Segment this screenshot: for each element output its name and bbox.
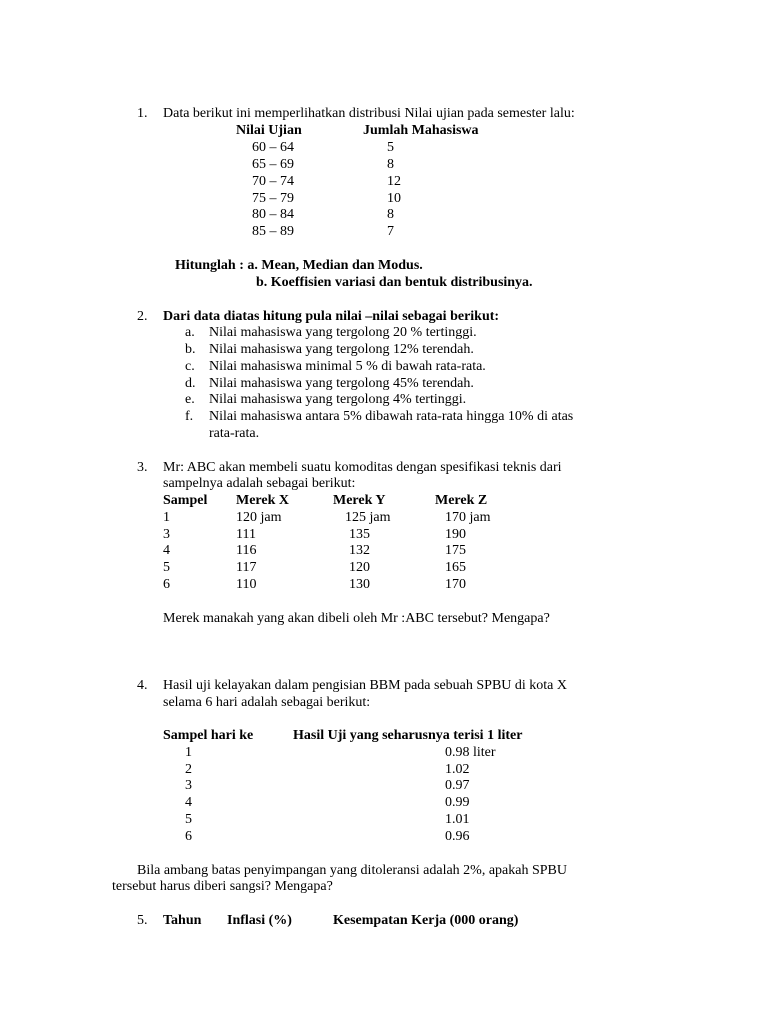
q3-cell-sampel: 3 [163,527,170,542]
q1-row-count: 10 [387,191,401,206]
q3-text-line1: Mr: ABC akan membeli suatu komoditas dengan spesifikasi teknis dari [163,460,562,475]
q4-text-line2: selama 6 hari adalah sebagai berikut: [163,695,371,710]
q1-row-range: 60 – 64 [252,140,294,155]
q1-row-count: 8 [387,157,394,172]
q4-number: 4. [137,678,148,693]
q4-cell-result: 0.99 [445,795,470,810]
q3-cell-sampel: 4 [163,543,170,558]
q1-row-range: 65 – 69 [252,157,294,172]
q4-cell-result: 0.96 [445,829,470,844]
q1-task-line2: b. Koeffisien variasi dan bentuk distribusinya. [256,275,533,290]
q2-item-letter: e. [185,392,195,407]
q2-item-letter: c. [185,359,195,374]
q2-number: 2. [137,309,148,324]
q2-item-letter: f. [185,409,194,424]
q4-cell-day: 6 [185,829,192,844]
q2-item-text: Nilai mahasiswa yang tergolong 45% terendah. [209,376,474,391]
q1-row-range: 85 – 89 [252,224,294,239]
q4-cell-day: 4 [185,795,192,810]
q1-row-range: 80 – 84 [252,207,294,222]
q3-cell-merek-z: 170 jam [445,510,491,525]
q4-cell-day: 2 [185,762,192,777]
q3-cell-merek-x: 111 [236,527,256,542]
q2-item-text: Nilai mahasiswa yang tergolong 4% tertinggi. [209,392,467,407]
q2-item-f-continuation: rata-rata. [209,426,260,441]
q1-header-jumlah: Jumlah Mahasiswa [363,123,479,138]
q4-cell-result: 0.97 [445,778,470,793]
q5-header-inflasi: Inflasi (%) [227,913,292,928]
q4-question-line2: tersebut harus diberi sangsi? Mengapa? [112,879,333,894]
q1-row-count: 5 [387,140,394,155]
q3-cell-sampel: 1 [163,510,170,525]
q2-item-letter: d. [185,376,196,391]
q1-row-count: 8 [387,207,394,222]
q3-cell-merek-x: 117 [236,560,257,575]
q1-task-line1: Hitunglah : a. Mean, Median dan Modus. [175,258,423,273]
q2-item-text: Nilai mahasiswa antara 5% dibawah rata-rata hingga 10% di atas [209,409,574,424]
q4-cell-day: 1 [185,745,192,760]
q3-cell-merek-y: 135 [349,527,370,542]
q3-cell-merek-y: 132 [349,543,370,558]
q3-cell-merek-y: 125 jam [345,510,391,525]
q1-row-range: 75 – 79 [252,191,294,206]
q4-cell-result: 1.02 [445,762,470,777]
q2-item-text: Nilai mahasiswa yang tergolong 12% terendah. [209,342,474,357]
q1-row-count: 12 [387,174,401,189]
q2-text: Dari data diatas hitung pula nilai –nilai sebagai berikut: [163,309,500,324]
q3-cell-merek-z: 165 [445,560,466,575]
q4-question-line1: Bila ambang batas penyimpangan yang ditoleransi adalah 2%, apakah SPBU [137,863,568,878]
q1-row-count: 7 [387,224,394,239]
q5-header-kesempatan: Kesempatan Kerja (000 orang) [333,913,519,928]
q2-item-text: Nilai mahasiswa yang tergolong 20 % tertinggi. [209,325,477,340]
q3-cell-sampel: 5 [163,560,170,575]
q5-header-tahun: Tahun [163,913,202,928]
q3-cell-merek-z: 170 [445,577,466,592]
q2-item-text: Nilai mahasiswa minimal 5 % di bawah rata-rata. [209,359,486,374]
q3-header-merek-x: Merek X [236,493,289,508]
q3-question: Merek manakah yang akan dibeli oleh Mr :ABC tersebut? Mengapa? [163,611,550,626]
q4-header-sampel: Sampel hari ke [163,728,254,743]
q3-cell-merek-y: 130 [349,577,370,592]
q4-cell-day: 3 [185,778,192,793]
q3-cell-merek-y: 120 [349,560,370,575]
q1-number: 1. [137,106,148,121]
q3-cell-merek-x: 110 [236,577,257,592]
q4-text-line1: Hasil uji kelayakan dalam pengisian BBM pada sebuah SPBU di kota X [163,678,567,693]
q3-cell-sampel: 6 [163,577,170,592]
q3-cell-merek-z: 190 [445,527,466,542]
q4-cell-day: 5 [185,812,192,827]
q3-header-sampel: Sampel [163,493,208,508]
q2-item-letter: a. [185,325,195,340]
q3-header-merek-z: Merek Z [435,493,488,508]
q1-row-range: 70 – 74 [252,174,294,189]
q1-header-nilai: Nilai Ujian [236,123,302,138]
q4-cell-result: 0.98 liter [445,745,496,760]
q3-number: 3. [137,460,148,475]
q3-cell-merek-x: 120 jam [236,510,282,525]
q3-cell-merek-x: 116 [236,543,257,558]
q3-text-line2: sampelnya adalah sebagai berikut: [163,476,356,491]
q3-cell-merek-z: 175 [445,543,466,558]
q2-item-letter: b. [185,342,196,357]
q3-header-merek-y: Merek Y [333,493,386,508]
q1-text: Data berikut ini memperlihatkan distribusi Nilai ujian pada semester lalu: [163,106,575,121]
q4-cell-result: 1.01 [445,812,470,827]
q4-header-hasil: Hasil Uji yang seharusnya terisi 1 liter [293,728,523,743]
q5-number: 5. [137,913,148,928]
